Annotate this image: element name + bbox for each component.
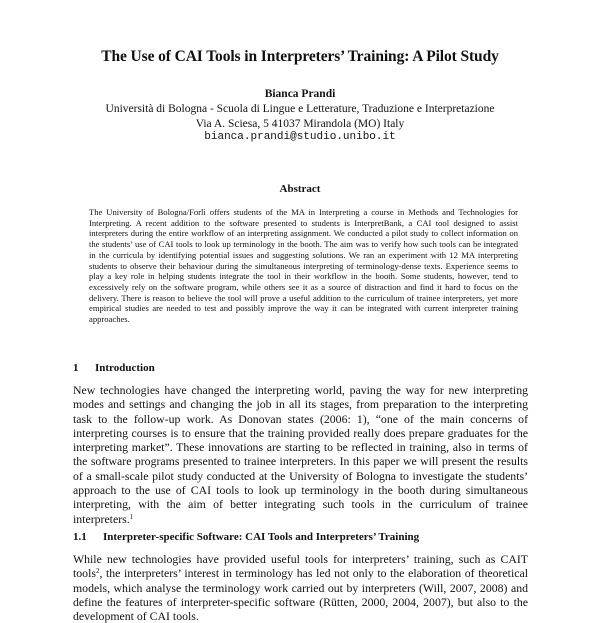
subsection-heading-cai-tools: [73, 531, 419, 543]
section-title: Introduction: [95, 362, 155, 374]
subsection-text-end: , the interpreters’ interest in terminology has led not only to the elaboration of theoretical models, which analyse the terminology work carried out by interpreters (Will, 2007, 2008) and define the features of interpreter-specific software (Rütten, 2000, 2004, 2007), but also to the development of CAI tools.: [73, 566, 528, 623]
footnote-mark[interactable]: 1: [129, 512, 134, 521]
subsection-title: Interpreter-specific Software: CAI Tools and Interpreters’ Training: [103, 531, 420, 543]
introduction-text: New technologies have changed the interpreting world, paving the way for new interpreting modes and settings and changing the job in all its stages, from preparation to the interpreting task to the follow-up work. As Donovan states (2006: 1), “one of the main concerns of interpreting courses is to ensure that the training provided really does prepare graduates for the interpreting market”. These innovations are starting to be reflected in training, also in terms of the software programs presented to trainee interpreters. In this paper we will present the results of a small-scale pilot study conducted at the University of Bologna to investigate the students’ approach to the use of CAI tools to look up terminology in the booth during simultaneous interpreting, with the aim of better integrating such tools in the curriculum of trainee interpreters.: [73, 383, 528, 526]
author-affiliation: Università di Bologna - Scuola di Lingue e Letterature, Traduzione e Interpretazione: [105, 103, 495, 115]
introduction-paragraph: [73, 383, 528, 526]
abstract-text: The University of Bologna/Forlì offers students of the MA in Interpreting a course in Methods and Technologies for Interpreting. A recent addition to the software presented to students is InterpretBank, a CAI tool designed to assist interpreters during the entire workflow of an interpreting assignment. We conducted a pilot study to collect information on the students’ use of CAI tools to look up terminology in the booth. The aim was to verify how such tools can be integrated in the curricula by identifying potential issues and suggesting solutions. We ran an experiment with 12 MA interpreting students to observe their behaviour during the simultaneous interpreting of terminology-dense texts. Experience seems to play a key role in helping students integrate the tool in their workflow in the booth. Some students, however, tend to excessively rely on the software program, while others see it as a source of distraction and find it hard to focus on the delivery. There is reason to believe the tool will prove a useful addition to the curriculum of trainee interpreters, yet more empirical studies are needed to test and possibly improve the way it can be integrated with current interpreter training approaches.: [89, 207, 518, 325]
subsection-number: 1.1: [73, 531, 87, 543]
section-number: 1: [73, 362, 79, 374]
subsection-text-start: While new technologies have provided useful tools for interpreters’ training, such as CAIT tools: [73, 552, 528, 581]
footnote-mark[interactable]: 2: [95, 567, 100, 576]
author-name: Bianca Prandi: [264, 88, 336, 100]
section-heading-introduction: [73, 362, 155, 374]
paper-title: The Use of CAI Tools in Interpreters’ Training: A Pilot Study: [101, 48, 499, 65]
author-address: Via A. Sciesa, 5 41037 Mirandola (MO) Italy: [195, 118, 405, 130]
author-email[interactable]: bianca.prandi@studio.unibo.it: [204, 131, 396, 143]
subsection-paragraph: [73, 552, 528, 623]
abstract-heading: Abstract: [279, 183, 321, 195]
